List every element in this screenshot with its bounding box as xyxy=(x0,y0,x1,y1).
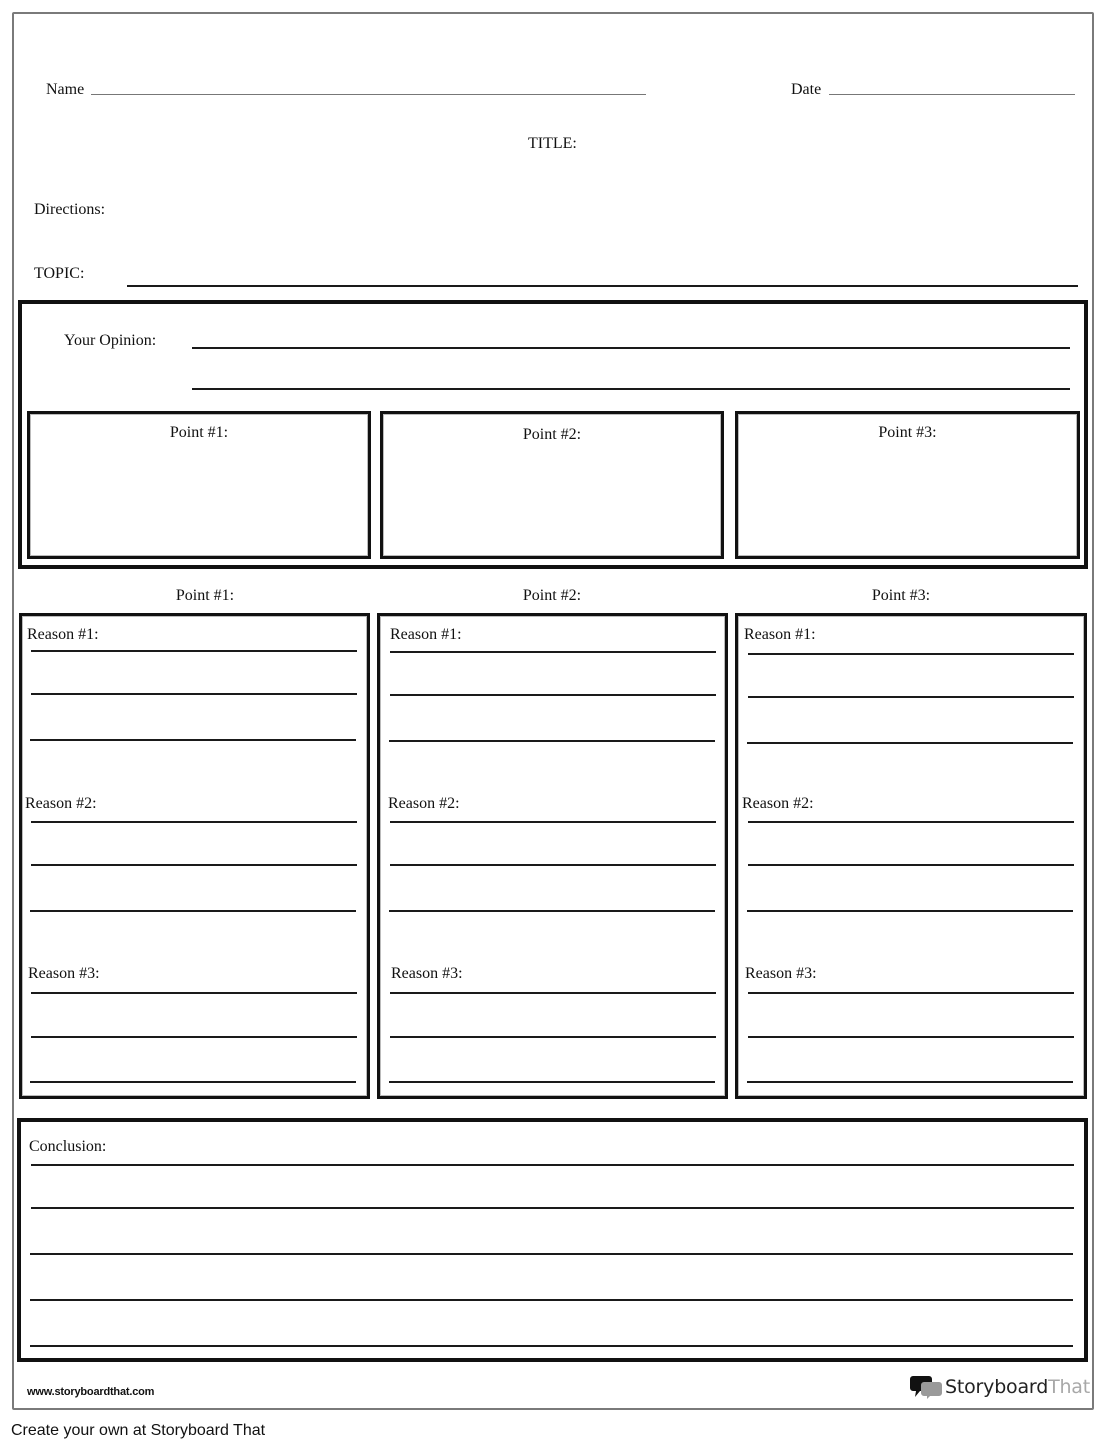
reason-line[interactable] xyxy=(748,1036,1074,1038)
reason-line[interactable] xyxy=(389,740,715,742)
conclusion-line[interactable] xyxy=(30,1299,1073,1301)
reason-line[interactable] xyxy=(31,864,357,866)
topic-label: TOPIC: xyxy=(34,265,85,282)
conclusion-line[interactable] xyxy=(31,1164,1074,1166)
reason-line[interactable] xyxy=(389,1081,715,1083)
opinion-line-2[interactable] xyxy=(192,388,1070,390)
reason-label-2-1: Reason #1: xyxy=(390,626,462,643)
reason-line[interactable] xyxy=(30,739,356,741)
date-field[interactable] xyxy=(829,94,1075,95)
reason-line[interactable] xyxy=(748,696,1074,698)
reason-box-2 xyxy=(377,613,728,1099)
reason-line[interactable] xyxy=(747,910,1073,912)
conclusion-section xyxy=(17,1118,1088,1362)
reason-line[interactable] xyxy=(31,1036,357,1038)
logo-wordmark xyxy=(945,1376,1090,1398)
reason-column-title-2: Point #2: xyxy=(522,587,582,604)
reason-label-1-1: Reason #1: xyxy=(27,626,99,643)
reason-label-2-3: Reason #3: xyxy=(391,965,463,982)
date-label: Date xyxy=(791,81,822,98)
reason-line[interactable] xyxy=(747,1081,1073,1083)
footer-url[interactable]: www.storyboardthat.com xyxy=(27,1386,155,1398)
reason-line[interactable] xyxy=(748,864,1074,866)
reason-line[interactable] xyxy=(390,864,716,866)
reason-box-3 xyxy=(735,613,1087,1099)
topic-field[interactable] xyxy=(127,285,1078,287)
reason-line[interactable] xyxy=(30,910,356,912)
name-label: Name xyxy=(46,81,85,98)
reason-label-3-3: Reason #3: xyxy=(745,965,817,982)
directions-label: Directions: xyxy=(34,201,106,218)
reason-label-3-1: Reason #1: xyxy=(744,626,816,643)
reason-label-1-2: Reason #2: xyxy=(25,795,97,812)
reason-line[interactable] xyxy=(390,1036,716,1038)
reason-line[interactable] xyxy=(31,650,357,652)
logo-wordmark-light: That xyxy=(1048,1376,1091,1398)
name-field[interactable] xyxy=(91,94,646,95)
reason-line[interactable] xyxy=(748,992,1074,994)
conclusion-line[interactable] xyxy=(30,1345,1073,1347)
opinion-point-label-2: Point #2: xyxy=(522,426,582,443)
reason-line[interactable] xyxy=(390,821,716,823)
conclusion-line[interactable] xyxy=(31,1207,1074,1209)
reason-label-3-2: Reason #2: xyxy=(742,795,814,812)
reason-line[interactable] xyxy=(747,742,1073,744)
opinion-point-label-1: Point #1: xyxy=(169,424,229,441)
title-label: TITLE: xyxy=(528,135,577,152)
conclusion-label: Conclusion: xyxy=(29,1138,107,1155)
logo-wordmark-dark: Storyboard xyxy=(945,1376,1049,1398)
opinion-label: Your Opinion: xyxy=(64,332,157,349)
reason-line[interactable] xyxy=(390,651,716,653)
conclusion-line[interactable] xyxy=(30,1253,1073,1255)
reason-column-title-3: Point #3: xyxy=(871,587,931,604)
reason-label-1-3: Reason #3: xyxy=(28,965,100,982)
reason-line[interactable] xyxy=(31,821,357,823)
reason-line[interactable] xyxy=(390,992,716,994)
reason-line[interactable] xyxy=(748,653,1074,655)
reason-line[interactable] xyxy=(748,821,1074,823)
storyboardthat-logo[interactable] xyxy=(909,1374,1090,1400)
opinion-point-label-3: Point #3: xyxy=(878,424,937,441)
opinion-line-1[interactable] xyxy=(192,347,1070,349)
reason-line[interactable] xyxy=(30,1081,356,1083)
reason-line[interactable] xyxy=(389,910,715,912)
reason-column-title-1: Point #1: xyxy=(175,587,235,604)
create-your-own-link[interactable]: Create your own at Storyboard That xyxy=(11,1422,266,1439)
reason-line[interactable] xyxy=(390,694,716,696)
reason-box-1 xyxy=(19,613,370,1099)
reason-line[interactable] xyxy=(31,693,357,695)
reason-line[interactable] xyxy=(31,992,357,994)
speech-bubbles-icon xyxy=(909,1374,943,1400)
reason-label-2-2: Reason #2: xyxy=(388,795,460,812)
